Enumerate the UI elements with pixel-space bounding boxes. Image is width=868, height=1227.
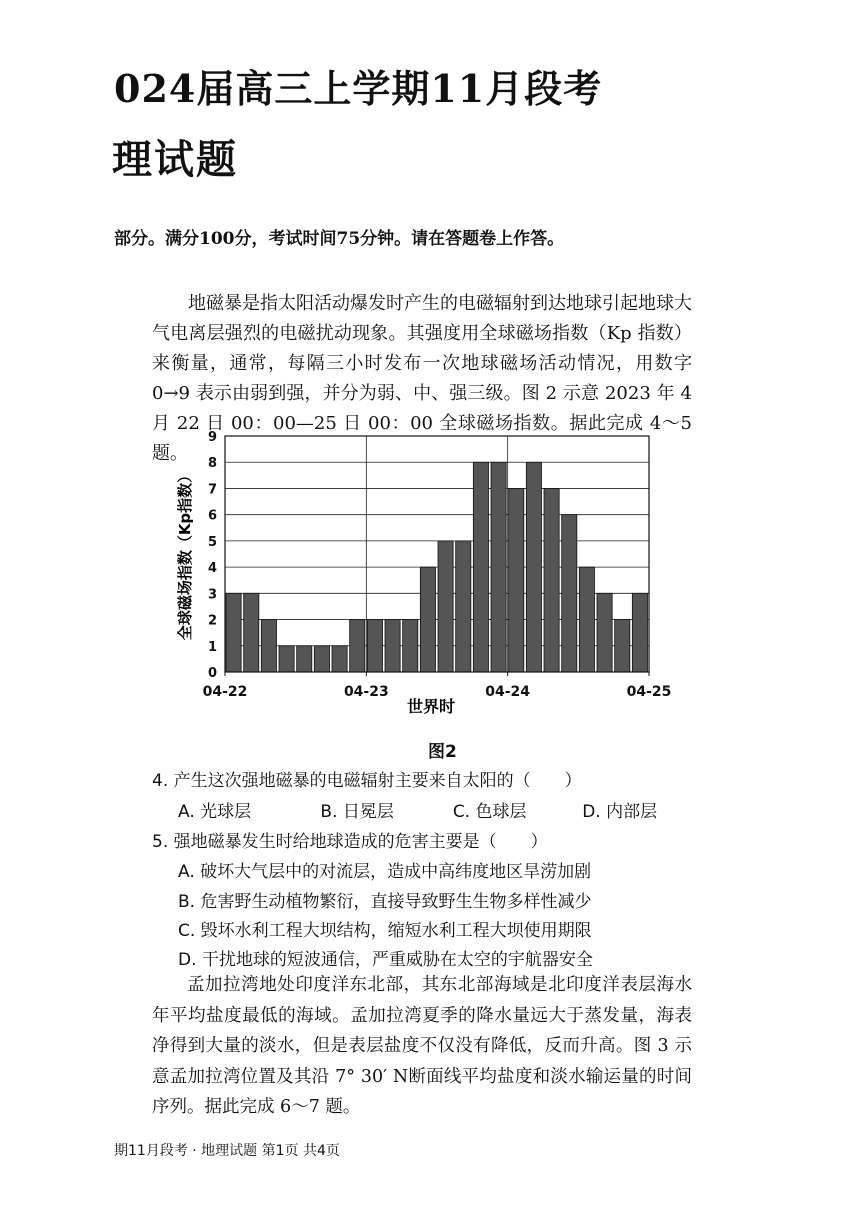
bar [509, 488, 524, 672]
y-tick-labels [208, 430, 217, 681]
y-tick-label: 2 [207, 613, 217, 629]
question-5-option-c[interactable]: C. 毁坏水利工程大坝结构，缩短水利工程大坝使用期限 [178, 921, 592, 941]
bar [473, 462, 488, 672]
bar [279, 646, 294, 672]
bar [562, 515, 577, 672]
y-tick-label: 9 [207, 430, 217, 445]
bar [332, 646, 347, 672]
bar [597, 593, 612, 672]
exam-instructions: 部分。满分100分，考试时间75分钟。请在答题卷上作答。 [114, 229, 565, 249]
bar [244, 593, 259, 672]
y-tick-label: 5 [207, 534, 217, 550]
bar [314, 646, 329, 672]
y-tick-label: 7 [207, 482, 217, 498]
bar [261, 620, 276, 672]
question-5-option-d[interactable]: D. 干扰地球的短波通信，严重威胁在太空的宇航器安全 [178, 950, 593, 970]
y-tick-label: 3 [207, 587, 217, 603]
exam-subject-title: 理试题 [112, 136, 238, 183]
question-4-option-d[interactable]: D. 内部层 [582, 802, 658, 822]
y-tick-label: 4 [207, 561, 217, 577]
bar [367, 620, 382, 672]
bar [420, 567, 435, 672]
page-footer: 期11月段考 · 地理试题 第1页 共4页 [114, 1143, 340, 1159]
bar [438, 541, 453, 672]
passage-text: 地磁暴是指太阳活动爆发时产生的电磁辐射到达地球引起地球大气电离层强烈的电磁扰动现象。其强度用全球磁场指数（Kp 指数）来衡量，通常，每隔三小时发布一次地球磁场活动情况，用数字 0→9 表示由弱到强，并分为弱、中、强三级。图 2 示意 2023 年 4 月 22 日 00：00—25 日 00：00 全球磁场指数。据此完成 4～5 题。 [152, 293, 692, 464]
bar [632, 593, 647, 672]
bar [226, 593, 241, 672]
question-4-option-c[interactable]: C. 色球层 [452, 802, 527, 822]
y-tick-label: 0 [207, 666, 217, 681]
question-5-stem: 5. 强地磁暴发生时给地球造成的危害主要是（ ） [152, 832, 548, 852]
x-tick-label: 04-24 [485, 684, 531, 700]
y-axis-label: 全球磁场指数（Kp指数） [176, 467, 194, 641]
question-5-option-a[interactable]: A. 破坏大气层中的对流层，造成中高纬度地区旱涝加剧 [178, 862, 592, 882]
y-tick-label: 8 [207, 456, 217, 472]
question-4-options [178, 797, 657, 822]
question-5-option-b[interactable]: B. 危害野生动植物繁衍，直接导致野生生物多样性减少 [178, 892, 592, 912]
bar [491, 462, 506, 672]
x-tick-label: 04-25 [626, 684, 672, 700]
y-tick-label: 6 [207, 508, 217, 524]
bar [615, 620, 630, 672]
question-4-stem: 4. 产生这次强地磁暴的电磁辐射主要来自太阳的（ ） [152, 771, 582, 791]
bar [297, 646, 312, 672]
bar [579, 567, 594, 672]
kp-index-chart [160, 425, 680, 725]
question-4-option-b[interactable]: B. 日冕层 [320, 802, 394, 822]
bar [456, 541, 471, 672]
passage-bay-of-bengal [152, 970, 692, 1123]
bar [385, 620, 400, 672]
y-tick-label: 1 [207, 639, 217, 655]
bar [350, 620, 365, 672]
exam-title: 024届高三上学期11月段考 [114, 66, 603, 111]
bar [526, 462, 541, 672]
x-tick-label: 04-22 [202, 684, 248, 700]
x-tick-label: 04-23 [343, 684, 389, 700]
bar [403, 620, 418, 672]
question-4-option-a[interactable]: A. 光球层 [178, 802, 252, 822]
x-axis-label: 世界时 [406, 697, 456, 716]
figure-caption: 图2 [428, 742, 457, 762]
passage-text: 孟加拉湾地处印度洋东北部，其东北部海域是北印度洋表层海水年平均盐度最低的海域。孟加拉湾夏季的降水量远大于蒸发量，海表净得到大量的淡水，但是表层盐度不仅没有降低，反而升高。图 3 示意孟加拉湾位置及其沿 7° 30′ N断面线平均盐度和淡水输运量的时间序列。据此完成 6～7 题。 [152, 975, 692, 1117]
bar [544, 488, 559, 672]
